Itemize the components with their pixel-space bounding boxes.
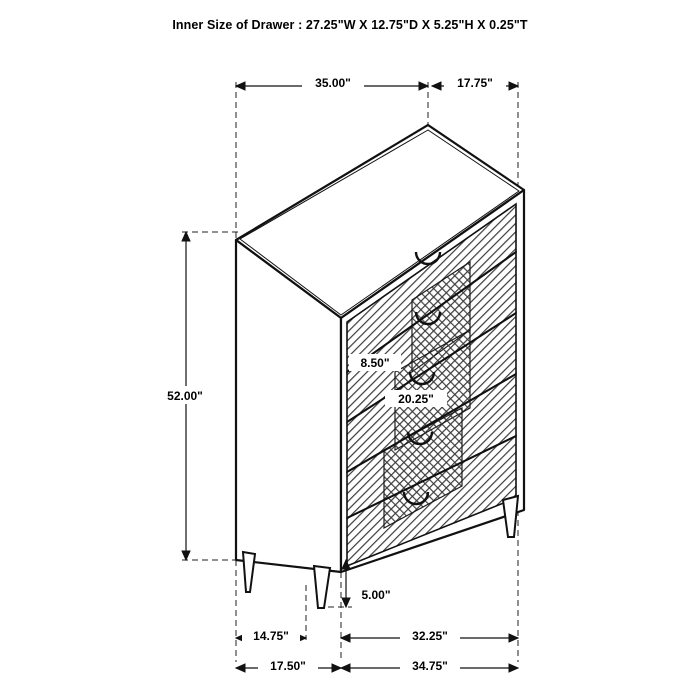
leg-back-left — [243, 552, 255, 592]
dim-side-bottom: 17.50" — [270, 659, 306, 673]
dim-top-depth: 17.75" — [457, 76, 493, 90]
dim-leg-height: 5.00" — [361, 588, 391, 602]
dim-side-base: 14.75" — [253, 629, 289, 643]
dim-top-width: 35.00" — [315, 76, 351, 90]
dim-drawer-height: 8.50" — [360, 356, 390, 370]
dim-front-base: 32.25" — [412, 629, 448, 643]
page-title: Inner Size of Drawer : 27.25"W X 12.75"D X 5.25"H X 0.25"T — [172, 18, 528, 32]
dim-front-bottom: 34.75" — [412, 659, 448, 673]
leg-right — [503, 496, 518, 537]
leg-front-left — [314, 566, 330, 608]
dim-height: 52.00" — [167, 389, 203, 403]
dim-drawer-width: 20.25" — [398, 392, 434, 406]
